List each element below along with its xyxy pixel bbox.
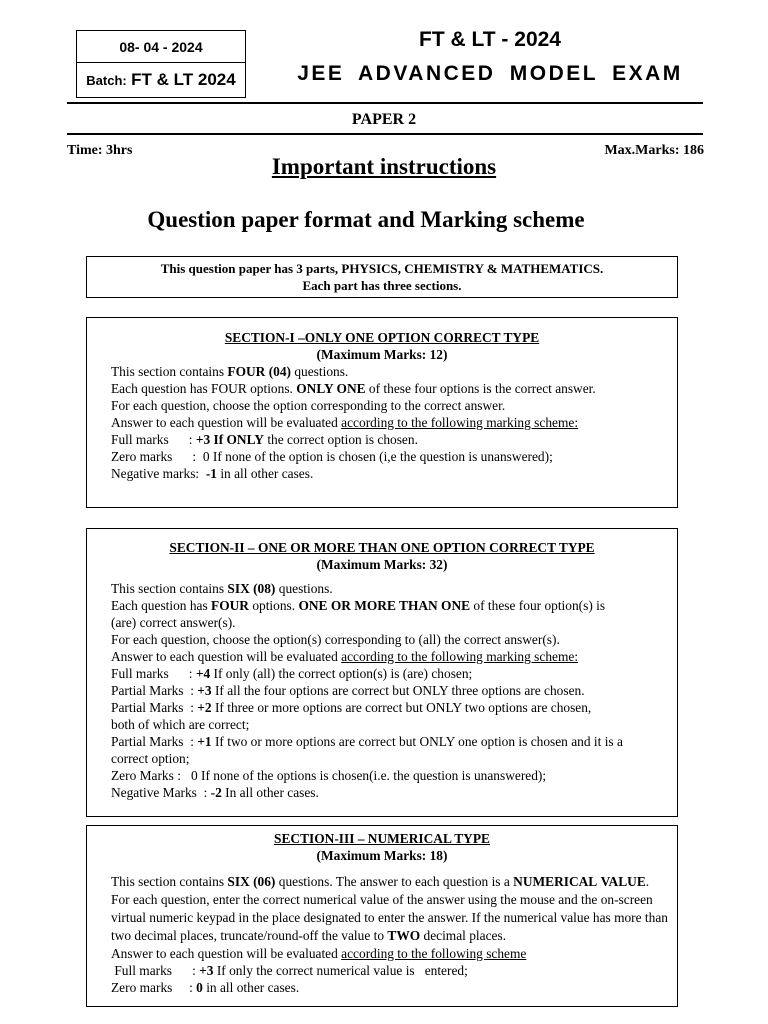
section1-full-marks: Full marks : +3 If ONLY the correct option is chosen. — [111, 432, 418, 447]
header-rule-top — [67, 102, 703, 104]
section2-box — [86, 528, 678, 817]
section3-zero-marks: Zero marks : 0 in all other cases. — [111, 980, 300, 995]
exam-max-marks: Max.Marks: 186 — [604, 143, 704, 158]
date-batch-box — [76, 30, 246, 98]
section2-line2: Each question has FOUR options. ONE OR MORE THAN ONE of these four option(s) is — [111, 598, 606, 613]
exam-title-line2: JEE ADVANCED MODEL EXAM — [297, 62, 683, 85]
section3-max-marks: (Maximum Marks: 18) — [316, 848, 448, 863]
section1-line3: For each question, choose the option corresponding to the correct answer. — [111, 398, 506, 413]
intro-line1: This question paper has 3 parts, PHYSICS, CHEMISTRY & MATHEMATICS. — [160, 261, 604, 276]
section1-line4: Answer to each question will be evaluated according to the following marking scheme: — [111, 415, 579, 430]
section2-zero-marks: Zero Marks : 0 If none of the options is chosen(i.e. the question is unanswered); — [111, 768, 547, 783]
section2-line1: This section contains SIX (08) questions. — [111, 581, 333, 596]
section2-negative-marks: Negative Marks : -2 In all other cases. — [111, 785, 319, 800]
section1-line1: This section contains FOUR (04) questions. — [111, 364, 349, 379]
section1-box — [86, 317, 678, 508]
batch-row — [77, 63, 245, 97]
section2-title: SECTION-II – ONE OR MORE THAN ONE OPTION CORRECT TYPE — [169, 540, 595, 555]
section2-partial-1: Partial Marks : +1 If two or more options are correct but ONLY one option is chosen and it is a — [111, 734, 623, 749]
section2-partial-2: Partial Marks : +2 If three or more options are correct but ONLY two options are chosen, — [111, 700, 592, 715]
section3-full-marks: Full marks : +3 If only the correct numerical value is entered; — [111, 963, 468, 978]
batch-value: FT & LT 2024 — [131, 70, 236, 89]
section2-partial-3: Partial Marks : +3 If all the four options are correct but ONLY three options are chosen. — [111, 683, 585, 698]
section3-title: SECTION-III – NUMERICAL TYPE — [274, 831, 490, 846]
intro-line2: Each part has three sections. — [302, 278, 462, 293]
format-heading: Question paper format and Marking scheme — [147, 207, 585, 232]
section2-line2-cont: (are) correct answer(s). — [111, 615, 236, 630]
important-instructions-heading: Important instructions — [271, 154, 497, 179]
exam-title-line1: FT & LT - 2024 — [419, 28, 561, 51]
section3-line4: Answer to each question will be evaluated according to the following scheme — [111, 946, 527, 961]
header-rule-bottom — [67, 133, 703, 135]
intro-box — [86, 256, 678, 298]
section1-line2: Each question has FOUR options. ONLY ONE of these four options is the correct answer. — [111, 381, 596, 396]
section2-partial-2-cont: both of which are correct; — [111, 717, 250, 732]
section2-max-marks: (Maximum Marks: 32) — [316, 557, 448, 572]
section3-paragraph: This section contains SIX (06) questions. The answer to each question is a NUMERICAL VALUE. For each question, enter the correct numerical value of the answer using the mouse and the on-screen virtual numeric keypad in the place designated to enter the answer. If the numerical value has more than two decimal places, truncate/round-off the value to TWO decimal places. — [111, 874, 668, 943]
section1-negative-marks: Negative marks: -1 in all other cases. — [111, 466, 314, 481]
batch-label: Batch: — [86, 73, 127, 88]
section2-full-marks: Full marks : +4 If only (all) the correct option(s) is (are) chosen; — [111, 666, 473, 681]
section3-box — [86, 825, 678, 1007]
exam-date: 08- 04 - 2024 — [77, 31, 245, 63]
section2-line4: Answer to each question will be evaluated according to the following marking scheme: — [111, 649, 579, 664]
exam-time: Time: 3hrs — [67, 143, 133, 158]
section2-line3: For each question, choose the option(s) corresponding to (all) the correct answer(s). — [111, 632, 560, 647]
section2-partial-1-cont: correct option; — [111, 751, 190, 766]
section1-zero-marks: Zero marks : 0 If none of the option is chosen (i,e the question is unanswered); — [111, 449, 553, 464]
section1-title: SECTION-I –ONLY ONE OPTION CORRECT TYPE — [224, 330, 540, 345]
section1-max-marks: (Maximum Marks: 12) — [316, 347, 448, 362]
paper-number: PAPER 2 — [351, 111, 417, 128]
